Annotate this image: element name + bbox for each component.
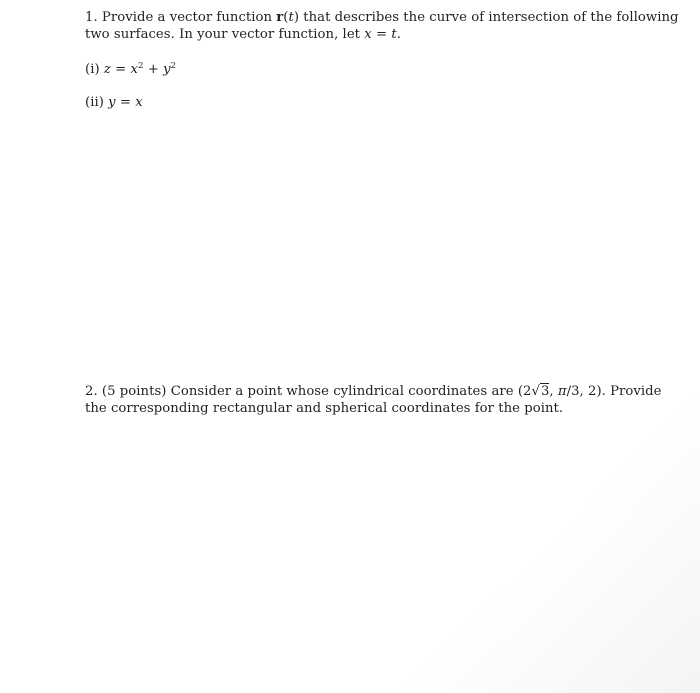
problem-1-line-2 — [85, 26, 401, 43]
math-x: x — [364, 27, 372, 42]
math-y: y — [163, 62, 171, 77]
problem-1-line-1 — [85, 9, 679, 26]
sqrt-argument: 3 — [540, 384, 550, 399]
coord-open: (2 — [517, 384, 532, 399]
vector-paren-close: ) — [293, 10, 300, 25]
problem-2-line-2-text: the corresponding rectangular and spherical coordinates for the point. — [85, 401, 564, 416]
exponent-2: 2 — [170, 61, 177, 71]
problem-2-intro-text: 2. (5 points) Consider a point whose cylindrical coordinates are — [85, 384, 518, 399]
math-z: z — [103, 62, 111, 77]
math-equals: = — [110, 62, 131, 77]
sqrt-sign: √ — [531, 384, 540, 399]
vector-paren-open: ( — [283, 10, 289, 25]
problem-1-item-ii — [85, 94, 143, 111]
math-plus: + — [143, 62, 164, 77]
math-equals: = — [371, 27, 392, 42]
problem-2-line-1 — [85, 383, 662, 400]
problem-1-item-i — [85, 61, 176, 78]
math-y: y — [108, 95, 116, 110]
problem-2-line-2 — [85, 400, 563, 417]
math-x: x — [130, 62, 138, 77]
math-equals: = — [115, 95, 136, 110]
coord-comma: , — [549, 384, 558, 399]
exponent-2: 2 — [138, 61, 144, 71]
item-ii-label: (ii) — [85, 95, 109, 110]
vector-t-symbol: t — [288, 10, 294, 25]
problem-1-intro-text: 1. Provide a vector function — [85, 10, 277, 25]
math-t: t — [391, 27, 397, 42]
item-i-label: (i) — [85, 62, 104, 77]
math-x: x — [135, 95, 143, 110]
coord-rest: /3, 2). Provide — [566, 384, 662, 399]
problem-1-intro-suffix: that describes the curve of intersection of the following — [299, 10, 679, 25]
vector-r-symbol: r — [276, 10, 284, 25]
math-pi: π — [557, 384, 567, 399]
period: . — [396, 27, 401, 42]
problem-1-line-2-text: two surfaces. In your vector function, let — [85, 27, 365, 42]
